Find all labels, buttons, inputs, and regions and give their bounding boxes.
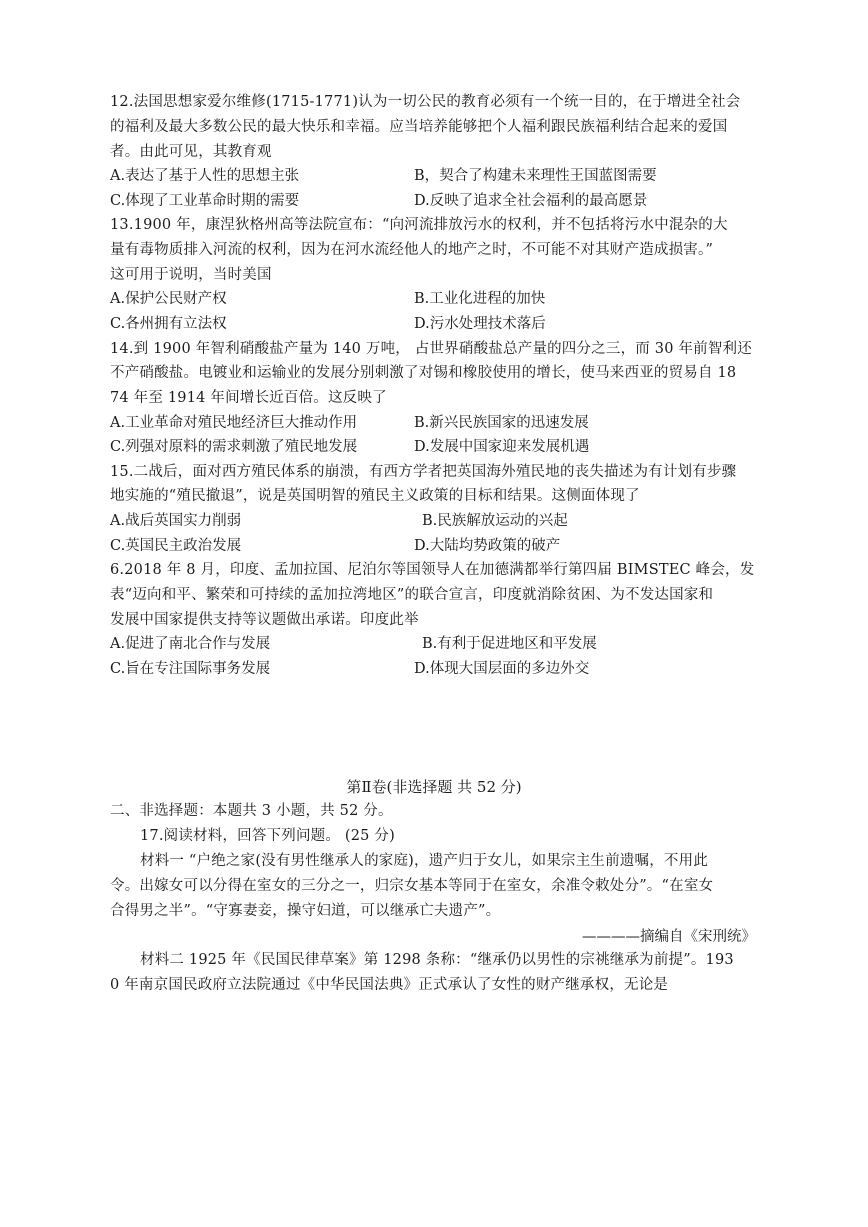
q15-line-2: 地实施的“殖民撤退”，说是英国明智的殖民主义政策的目标和结果。这侧面体现了 [110, 488, 640, 504]
q16-line-1: 6.2018 年 8 月，印度、孟加拉国、尼泊尔等国领导人在加德满都举行第四届 BIMSTEC 峰会，发 [110, 562, 755, 578]
q14-line-3: 74 年至 1914 年间增长近百倍。这反映了 [110, 390, 387, 406]
q16-option-a: A.促进了南北合作与发展 [110, 636, 271, 652]
material1-source: ————摘编自《宋刑统》 [582, 929, 756, 945]
q14-line-1: 14.到 1900 年智利硝酸盐产量为 140 万吨， 占世界硝酸盐总产量的四分之三，而 30 年前智利还 [110, 341, 752, 357]
q14-option-d: D.发展中国家迎来发展机遇 [414, 439, 590, 455]
q13-option-b: B.工业化进程的加快 [414, 291, 546, 307]
q14-option-a: A.工业革命对殖民地经济巨大推动作用 [110, 415, 358, 431]
q15-line-1: 15.二战后，面对西方殖民体系的崩溃，有西方学者把英国海外殖民地的丧失描述为有计划有步骤 [110, 464, 737, 480]
q12-line-2: 的福利及最大多数公民的最大快乐和幸福。应当培养能够把个人福利跟民族福利结合起来的爱国 [110, 119, 728, 135]
q14-line-2: 不产硝酸盐。电镀业和运输业的发展分别刺激了对锡和橡胶使用的增长，使马来西亚的贸易自 18 [110, 365, 737, 381]
q15-option-b: B.民族解放运动的兴起 [422, 513, 568, 529]
q15-option-c: C.英国民主政治发展 [110, 538, 242, 554]
part2-title: 第Ⅱ卷(非选择题 共 52 分) [346, 778, 522, 796]
q13-line-1: 13.1900 年，康涅狄格州高等法院宣布：“向河流排放污水的权利，并不包括将污水中混杂的大 [110, 217, 728, 233]
q12-option-b: B，契合了构建未来理性王国蓝图需要 [414, 168, 657, 184]
q13-line-3: 这可用于说明，当时美国 [110, 267, 272, 283]
q12-option-d: D.反映了追求全社会福利的最高愿景 [414, 193, 648, 209]
material1-line-2: 令。出嫁女可以分得在室女的三分之一，归宗女基本等同于在室女，余准令敕处分”。“在室女 [110, 878, 714, 894]
q16-option-c: C.旨在专注国际事务发展 [110, 661, 271, 677]
q12-line-1: 12.法国思想家爱尔维修(1715-1771)认为一切公民的教育必须有一个统一目的，在于增进全社会 [110, 94, 741, 110]
material1-line-1: 材料一 “户绝之家(没有男性继承人的家庭)，遗产归于女儿，如果宗主生前遗嘱，不用此 [140, 853, 709, 869]
material2-line-1: 材料二 1925 年《民国民律草案》第 1298 条称：“继承仍以男性的宗祧继承为前提”。193 [140, 952, 734, 968]
q13-line-2: 量有毒物质排入河流的权利，因为在河水流经他人的地产之时，不可能不对其财产造成损害。” [110, 242, 714, 258]
q13-option-d: D.污水处理技术落后 [414, 316, 546, 332]
q15-option-a: A.战后英国实力削弱 [110, 513, 242, 529]
q15-option-d: D.大陆均势政策的破产 [414, 538, 561, 554]
q14-option-b: B.新兴民族国家的迅速发展 [414, 415, 589, 431]
q13-option-c: C.各州拥有立法权 [110, 316, 227, 332]
q12-line-3: 者。由此可见，其教育观 [110, 144, 272, 160]
q16-option-b: B.有利于促进地区和平发展 [422, 636, 597, 652]
material2-line-2: 0 年南京国民政府立法院通过《中华民国法典》正式承认了女性的财产继承权，无论是 [110, 977, 669, 993]
material1-line-3: 合得男之半”。“守寡妻妾，操守妇道，可以继承亡夫遗产”。 [110, 903, 501, 919]
q14-option-c: C.列强对原料的需求刺激了殖民地发展 [110, 439, 358, 455]
q16-line-2: 表“迈向和平、繁荣和可持续的孟加拉湾地区”的联合宣言，印度就消除贫困、为不发达国家和 [110, 587, 714, 603]
q16-option-d: D.体现大国层面的多边外交 [414, 661, 590, 677]
q17-prompt: 17.阅读材料，回答下列问题。 (25 分) [140, 828, 395, 844]
q12-option-c: C.体现了工业革命时期的需要 [110, 193, 300, 209]
part2-intro: 二、非选择题：本题共 3 小题，共 52 分。 [110, 803, 393, 819]
q13-option-a: A.保护公民财产权 [110, 291, 227, 307]
q12-option-a: A.表达了基于人性的思想主张 [110, 168, 300, 184]
q16-line-3: 发展中国家提供支持等议题做出承诺。印度此举 [110, 612, 419, 628]
